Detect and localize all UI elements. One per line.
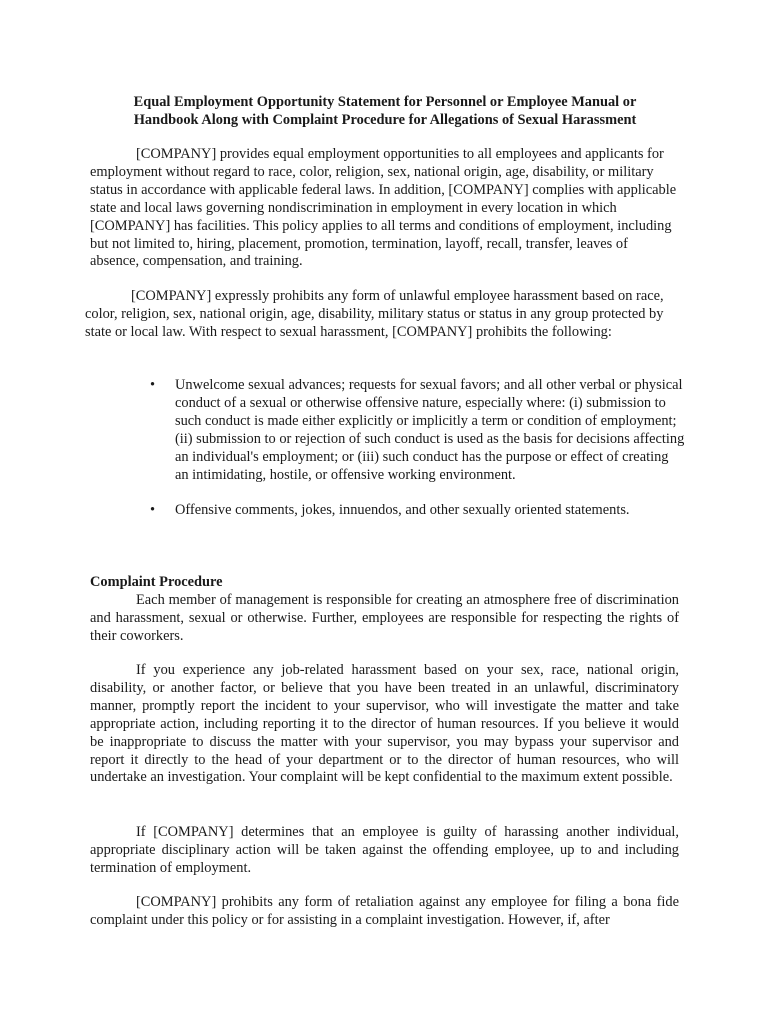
list-item-text: Offensive comments, jokes, innuendos, and other sexually oriented statements. xyxy=(175,502,630,519)
list-item xyxy=(150,502,685,520)
bullet-icon: • xyxy=(150,377,156,393)
retaliation-paragraph: [COMPANY] prohibits any form of retaliation against any employee for filing a bona fide complaint under this policy or for assisting in a complaint investigation. However, if, after xyxy=(90,894,679,928)
disciplinary-action-paragraph: If [COMPANY] determines that an employee is guilty of harassing another individual, appropriate disciplinary action will be taken against the offending employee, up to and including termination of employment. xyxy=(90,824,679,876)
complaint-procedure-heading: Complaint Procedure xyxy=(90,574,223,590)
management-responsibility-paragraph: Each member of management is responsible for creating an atmosphere free of discrimination and harassment, sexual or otherwise. Further, employees are responsible for respecting the rights of their coworkers. xyxy=(90,592,679,644)
reporting-procedure-paragraph: If you experience any job-related harassment based on your sex, race, national origin, disability, or another factor, or believe that you have been treated in an unlawful, discriminatory manner, promptly report the incident to your supervisor, who will investigate the matter and take appropriate action, including reporting it to the director of human resources. If you believe it would be inappropriate to discuss the matter with your supervisor, you may bypass your supervisor and report it directly to the head of your department or to the director of human resources, who will undertake an investigation. Your complaint will be kept confidential to the maximum extent possible. xyxy=(90,662,679,786)
title-line-1: Equal Employment Opportunity Statement for Personnel or Employee Manual or xyxy=(133,94,637,110)
list-item-text: Unwelcome sexual advances; requests for sexual favors; and all other verbal or physical conduct of a sexual or otherwise offensive nature, especially where: (i) submission to such conduct is made either explicitly or implicitly a term or condition of employment; (ii) submission to or rejection of such conduct is used as the basis for decisions affecting an individual's employment; or (iii) such conduct has the purpose or effect of creating an intimidating, hostile, or offensive working environment. xyxy=(175,377,685,483)
list-item xyxy=(150,377,685,484)
bullet-icon: • xyxy=(150,502,156,519)
prohibited-conduct-list xyxy=(150,377,685,520)
document-title xyxy=(90,93,680,129)
eeo-statement-paragraph: [COMPANY] provides equal employment opportunities to all employees and applicants for employment without regard to race, color, religion, sex, national origin, age, disability, or military status in accordance with applicable federal laws. In addition, [COMPANY] complies with applicable state and local laws governing nondiscrimination in employment in every location in which [COMPANY] has facilities. This policy applies to all terms and conditions of employment, including but not limited to, hiring, placement, promotion, termination, layoff, recall, transfer, leaves of absence, compensation, and training. xyxy=(90,146,677,270)
title-line-2: Handbook Along with Complaint Procedure for Allegations of Sexual Harassment xyxy=(133,112,637,128)
harassment-prohibition-paragraph: [COMPANY] expressly prohibits any form of unlawful employee harassment based on race, color, religion, sex, national origin, age, disability, military status or status in any group protected by state or local law. With respect to sexual harassment, [COMPANY] prohibits the following: xyxy=(85,288,664,340)
